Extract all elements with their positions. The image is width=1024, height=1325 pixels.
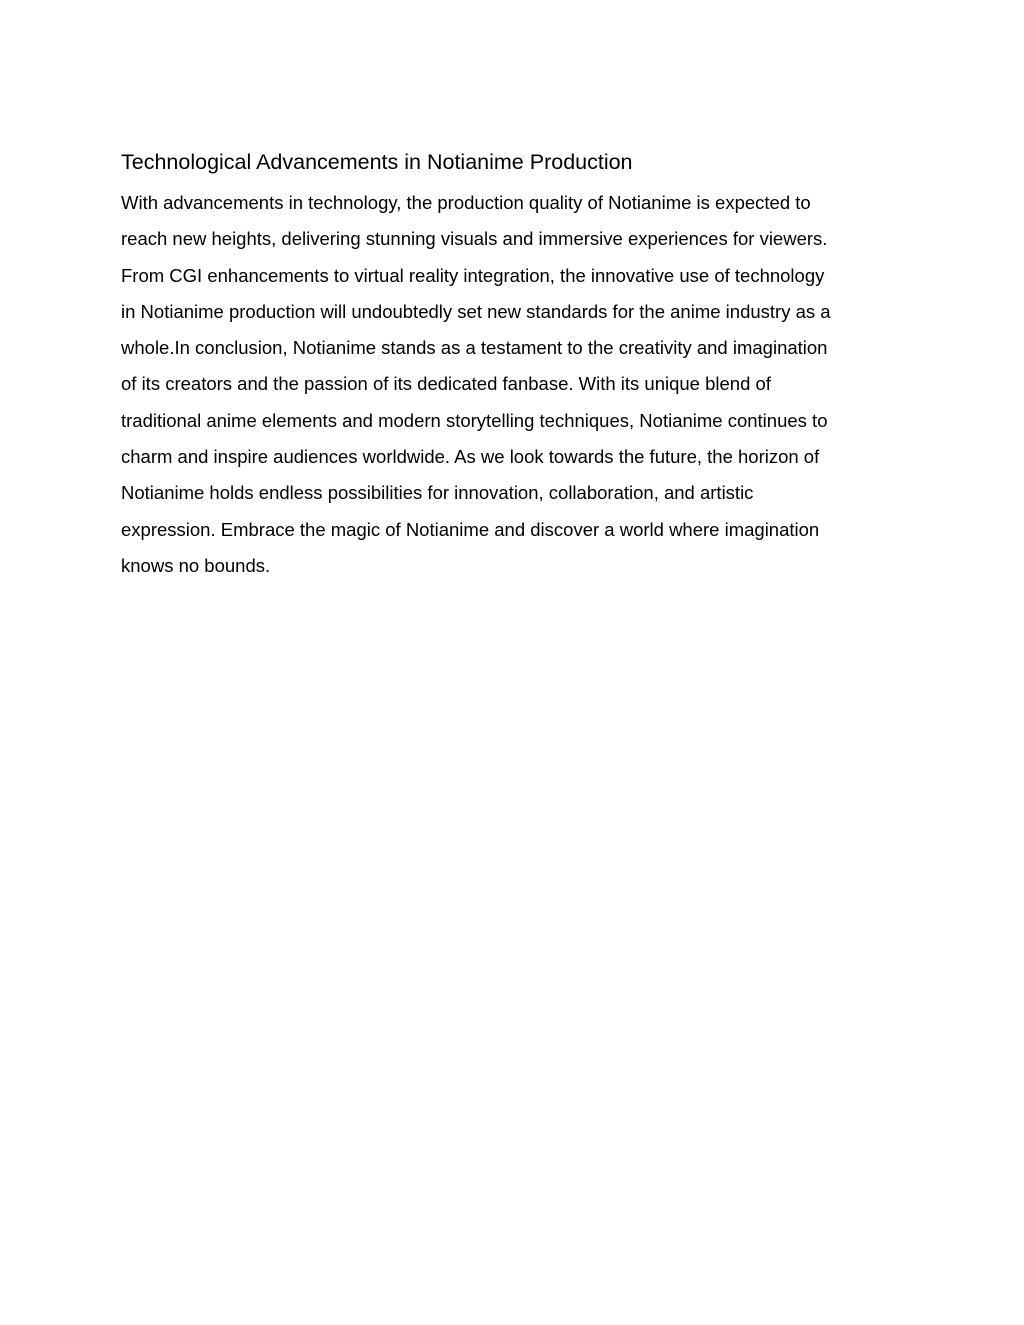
paragraph-line: reach new heights, delivering stunning visuals and immersive experiences for viewers.: [121, 228, 828, 250]
paragraph-line: traditional anime elements and modern storytelling techniques, Notianime continues to: [121, 409, 828, 431]
paragraph-line: Notianime holds endless possibilities for innovation, collaboration, and artistic: [121, 482, 754, 504]
body-paragraph: [121, 185, 911, 584]
paragraph-line: With advancements in technology, the production quality of Notianime is expected to: [121, 192, 811, 213]
paragraph-line: knows no bounds.: [121, 554, 271, 576]
paragraph-line: whole.In conclusion, Notianime stands as a testament to the creativity and imagination: [121, 337, 828, 359]
paragraph-line: in Notianime production will undoubtedly set new standards for the anime industry as a: [121, 300, 831, 322]
paragraph-line: of its creators and the passion of its dedicated fanbase. With its unique blend of: [121, 373, 771, 395]
paragraph-line: charm and inspire audiences worldwide. As we look towards the future, the horizon of: [121, 446, 820, 468]
paragraph-line: From CGI enhancements to virtual reality integration, the innovative use of technology: [121, 264, 825, 286]
section-heading: Technological Advancements in Notianime Production: [121, 150, 633, 174]
paragraph-line: expression. Embrace the magic of Notianime and discover a world where imagination: [121, 518, 820, 540]
